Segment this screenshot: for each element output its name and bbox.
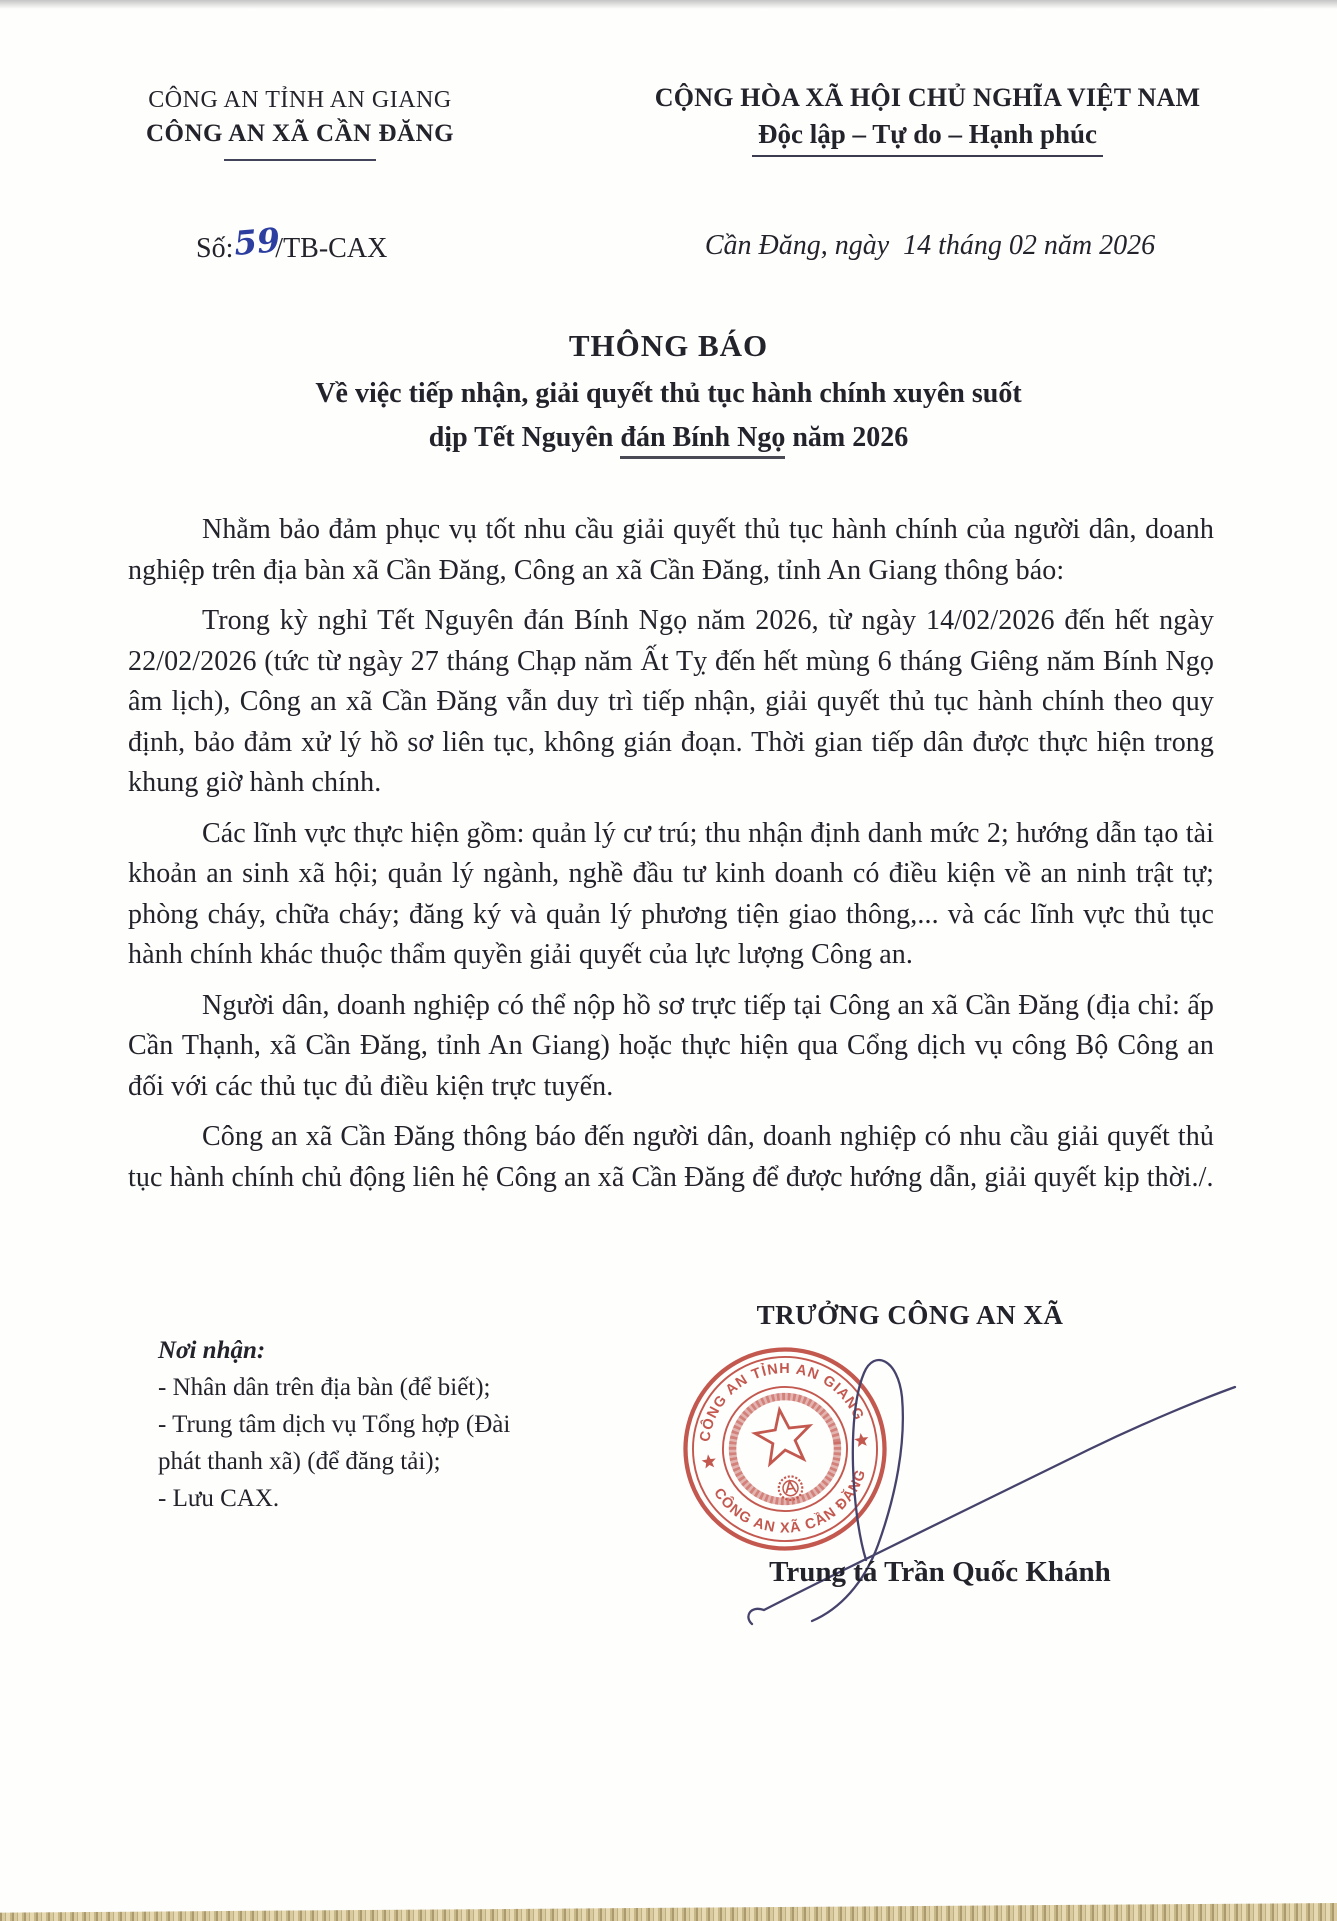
document-number-line <box>196 220 388 265</box>
seal-bottom-text: CÔNG AN XÃ CẦN ĐĂNG <box>710 1467 870 1537</box>
authority-underline <box>224 159 376 161</box>
document-number-prefix: Số: <box>196 233 234 264</box>
document-number-handwritten: 59 <box>232 220 282 263</box>
document-subtitle-line1: Về việc tiếp nhận, giải quyết thủ tục hành chính xuyên suốt <box>315 378 1022 409</box>
issuing-authority-block <box>130 84 470 161</box>
paragraph-3: Các lĩnh vực thực hiện gồm: quản lý cư trú; thu nhận định danh mức 2; hướng dẫn tạo tài khoản an sinh xã hội; quản lý ngành, nghề đầu tư kinh doanh có điều kiện về an ninh trật tự; phòng cháy, chữa cháy; đăng ký và quản lý phương tiện giao thông,... và các lĩnh vực thủ tục hành chính khác thuộc thẩm quyền giải quyết của lực lượng Công an. <box>128 817 1214 970</box>
national-title: CỘNG HÒA XÃ HỘI CHỦ NGHĨA VIỆT NAM <box>654 83 1201 112</box>
recipient-item: phát thanh xã) (để đăng tải); <box>158 1448 441 1475</box>
paragraph-1: Nhằm bảo đảm phục vụ tốt nhu cầu giải quyết thủ tục hành chính của người dân, doanh nghiệp trên địa bàn xã Cần Đăng, Công an xã Cần Đăng, tỉnh An Giang thông báo: <box>128 514 1214 586</box>
document-title-block <box>0 328 1337 460</box>
seal-top-text: CÔNG AN TỈNH AN GIANG <box>697 1361 867 1443</box>
signer-name: Trung tá Trần Quốc Khánh <box>769 1556 1111 1588</box>
paragraph-4: Người dân, doanh nghiệp có thể nộp hồ sơ trực tiếp tại Công an xã Cần Đăng (địa chỉ: ấp Cần Thạnh, xã Cần Đăng, tỉnh An Giang) hoặc thực hiện qua Cổng dịch vụ công Bộ Công an đối với các thủ tục đủ điều kiện trực tuyến. <box>128 989 1214 1102</box>
recipient-item: - Lưu CAX. <box>158 1485 280 1512</box>
paragraph-5: Công an xã Cần Đăng thông báo đến người dân, doanh nghiệp có nhu cầu giải quyết thủ tục hành chính chủ động liên hệ Công an xã Cần Đăng để được hướng dẫn, giải quyết kịp thời./. <box>128 1121 1214 1193</box>
scan-edge-artifact-top <box>0 0 1337 9</box>
document-number-suffix: /TB-CAX <box>275 233 388 264</box>
document-body <box>128 510 1214 1208</box>
subtitle-underlined-part: đán Bính Ngọ <box>620 422 785 459</box>
recipient-item: - Nhân dân trên địa bàn (để biết); <box>158 1374 491 1401</box>
document-subtitle-line2: dịp Tết Nguyên đán Bính Ngọ năm 2026 <box>0 416 1337 460</box>
national-motto-block <box>620 80 1235 157</box>
authority-name: CÔNG AN XÃ CẦN ĐĂNG <box>145 120 455 147</box>
place-date-line: Cần Đăng, ngày 14 tháng 02 năm 2026 <box>704 230 1156 261</box>
recipient-item: - Trung tâm dịch vụ Tổng hợp (Đài <box>158 1411 511 1438</box>
document-title: THÔNG BÁO <box>568 328 769 363</box>
authority-parent-name: CÔNG AN TỈNH AN GIANG <box>148 87 452 113</box>
scan-edge-artifact-bottom <box>0 1899 1337 1921</box>
signer-position-title: TRƯỞNG CÔNG AN XÃ <box>756 1300 1064 1330</box>
recipients-block <box>158 1332 610 1517</box>
paragraph-2: Trong kỳ nghỉ Tết Nguyên đán Bính Ngọ năm 2026, từ ngày 14/02/2026 đến hết ngày 22/02/2026 (tức từ ngày 27 tháng Chạp năm Ất Tỵ đến hết mùng 6 tháng Giêng năm Bính Ngọ âm lịch), Công an xã Cần Đăng vẫn duy trì tiếp nhận, giải quyết thủ tục hành chính theo quy định, bảo đảm xử lý hồ sơ liên tục, không gián đoạn. Thời gian tiếp dân được thực hiện trong khung giờ hành chính. <box>128 605 1214 798</box>
national-motto: Độc lập – Tự do – Hạnh phúc <box>752 116 1103 157</box>
recipients-label: Nơi nhận: <box>158 1337 266 1364</box>
